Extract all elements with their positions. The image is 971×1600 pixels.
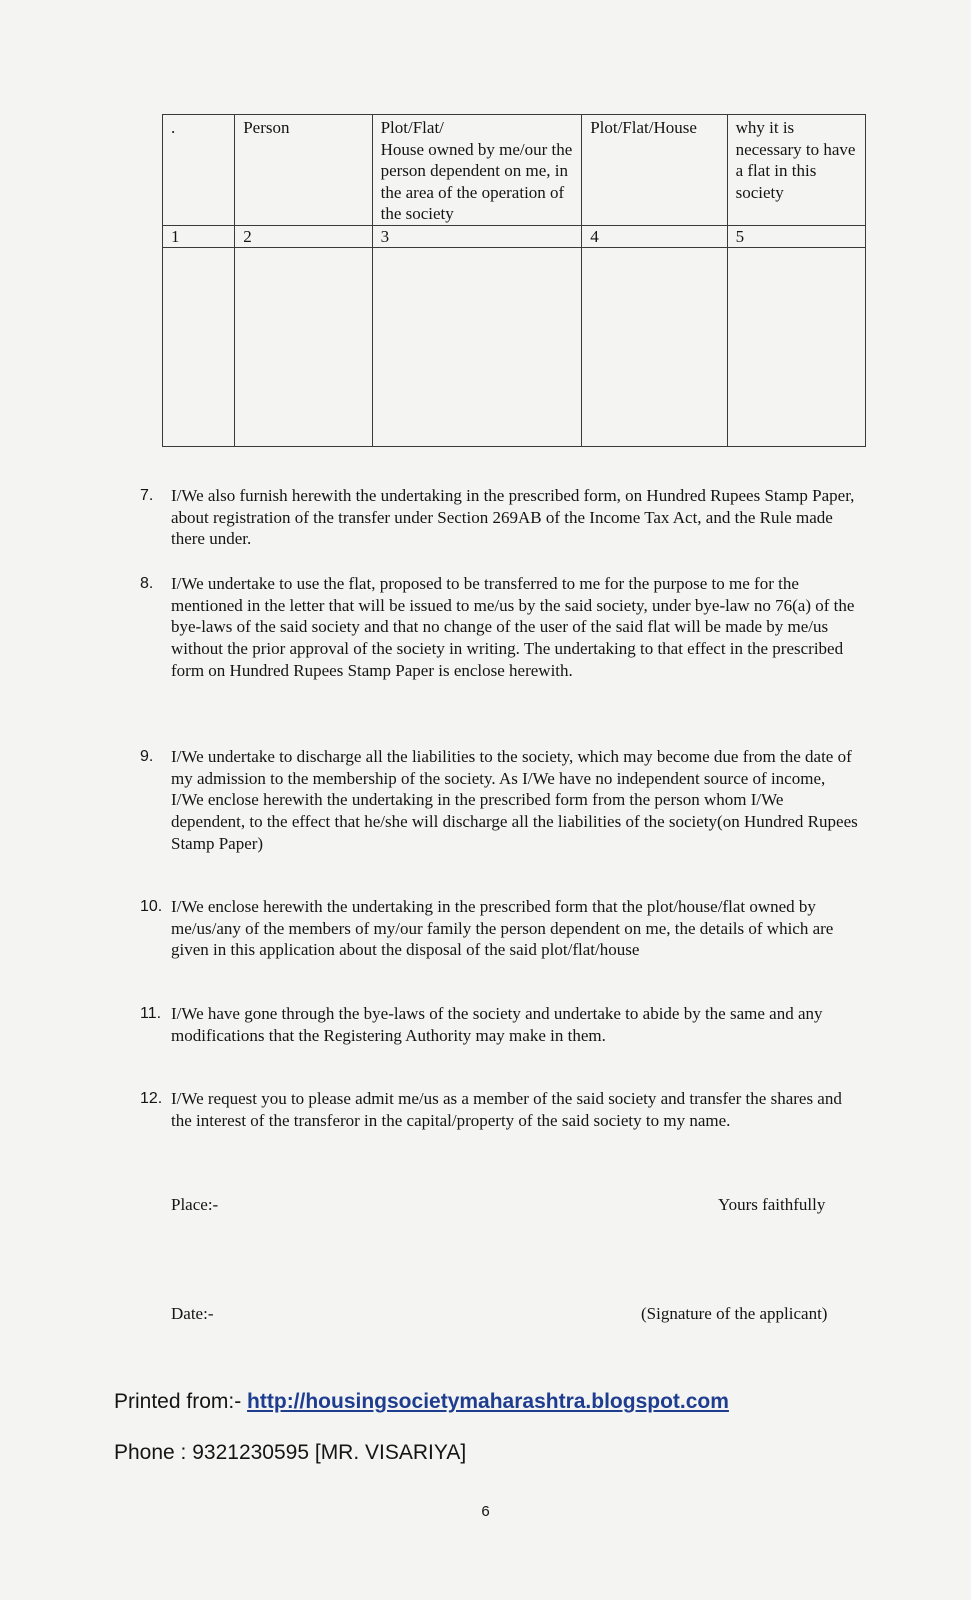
page-number: 6 bbox=[481, 1503, 490, 1520]
item-text: I/We request you to please admit me/us as a member of the said society and transfer the shares and the interest of the transferor in the capital/property of the said society to my name. bbox=[171, 1089, 842, 1130]
signature-note: (Signature of the applicant) bbox=[641, 1304, 828, 1323]
item-number: 8. bbox=[140, 575, 154, 592]
item-number: 10. bbox=[140, 898, 163, 915]
list-item bbox=[140, 573, 860, 682]
table-blank-row bbox=[163, 247, 866, 446]
item-text: I/We undertake to discharge all the liabilities to the society, which may become due from the date of my admission to the membership of the society. As I/We have no independent source of income, I/We enclose herewith the undertaking in the prescribed form from the person whom I/We dependent, to the effect that he/she will discharge all the liabilities of the society(on Hundred Rupees Stamp Paper) bbox=[171, 747, 858, 853]
list-item bbox=[140, 485, 860, 550]
item-text: I/We have gone through the bye-laws of the society and undertake to abide by the same and any modifications that the Registering Authority may make in them. bbox=[171, 1004, 823, 1045]
table-blank-cell bbox=[372, 247, 582, 446]
list-item bbox=[140, 896, 860, 961]
table-blank-cell bbox=[235, 247, 372, 446]
item-number: 11. bbox=[140, 1005, 162, 1022]
table-number-cell: 1 bbox=[163, 225, 235, 247]
item-number: 12. bbox=[140, 1090, 163, 1107]
item-text: I/We undertake to use the flat, proposed to be transferred to me for the purpose to me for the mentioned in the letter that will be issued to me/us by the said society, under bye-law no 76(a) of the bye-laws of the said society and that no change of the user of the said flat will be made by me/us without the prior approval of the society in writing. The undertaking to that effect in the prescribed form on Hundred Rupees Stamp Paper is enclose herewith. bbox=[171, 574, 855, 680]
table-header-cell: Person bbox=[235, 115, 372, 226]
list-item bbox=[140, 746, 860, 855]
table-number-cell: 5 bbox=[727, 225, 865, 247]
place-label: Place:- bbox=[171, 1195, 219, 1214]
printed-from-line bbox=[114, 1390, 729, 1414]
list-item bbox=[140, 1003, 860, 1046]
printed-from-label: Printed from:- bbox=[114, 1390, 242, 1413]
item-number: 7. bbox=[140, 487, 154, 504]
table-blank-cell bbox=[582, 247, 727, 446]
phone-line: Phone : 9321230595 [MR. VISARIYA] bbox=[114, 1441, 467, 1464]
table-header-cell: why it is necessary to have a flat in this society bbox=[727, 115, 865, 226]
blog-link[interactable]: http://housingsocietymaharashtra.blogspot.com bbox=[247, 1390, 729, 1413]
date-label: Date:- bbox=[171, 1304, 214, 1323]
table-blank-cell bbox=[727, 247, 865, 446]
table-number-row bbox=[163, 225, 866, 247]
table-blank-cell bbox=[163, 247, 235, 446]
table-number-cell: 3 bbox=[372, 225, 582, 247]
table-header-row bbox=[163, 115, 866, 226]
table-header-cell: . bbox=[163, 115, 235, 226]
item-text: I/We also furnish herewith the undertaking in the prescribed form, on Hundred Rupees Stamp Paper, about registration of the transfer under Section 269AB of the Income Tax Act, and the Rule made there under. bbox=[171, 486, 855, 549]
property-details-table bbox=[162, 114, 866, 447]
table-number-cell: 4 bbox=[582, 225, 727, 247]
item-text: I/We enclose herewith the undertaking in the prescribed form that the plot/house/flat owned by me/us/any of the members of my/our family the person dependent on me, the details of which are given in this application about the disposal of the said plot/flat/house bbox=[171, 897, 834, 960]
list-item bbox=[140, 1088, 860, 1131]
table-header-cell: Plot/Flat/House bbox=[582, 115, 727, 226]
table-number-cell: 2 bbox=[235, 225, 372, 247]
closing-text: Yours faithfully bbox=[718, 1195, 826, 1214]
table-header-cell: Plot/Flat/ House owned by me/our the person dependent on me, in the area of the operation of the society bbox=[372, 115, 582, 226]
item-number: 9. bbox=[140, 748, 154, 765]
